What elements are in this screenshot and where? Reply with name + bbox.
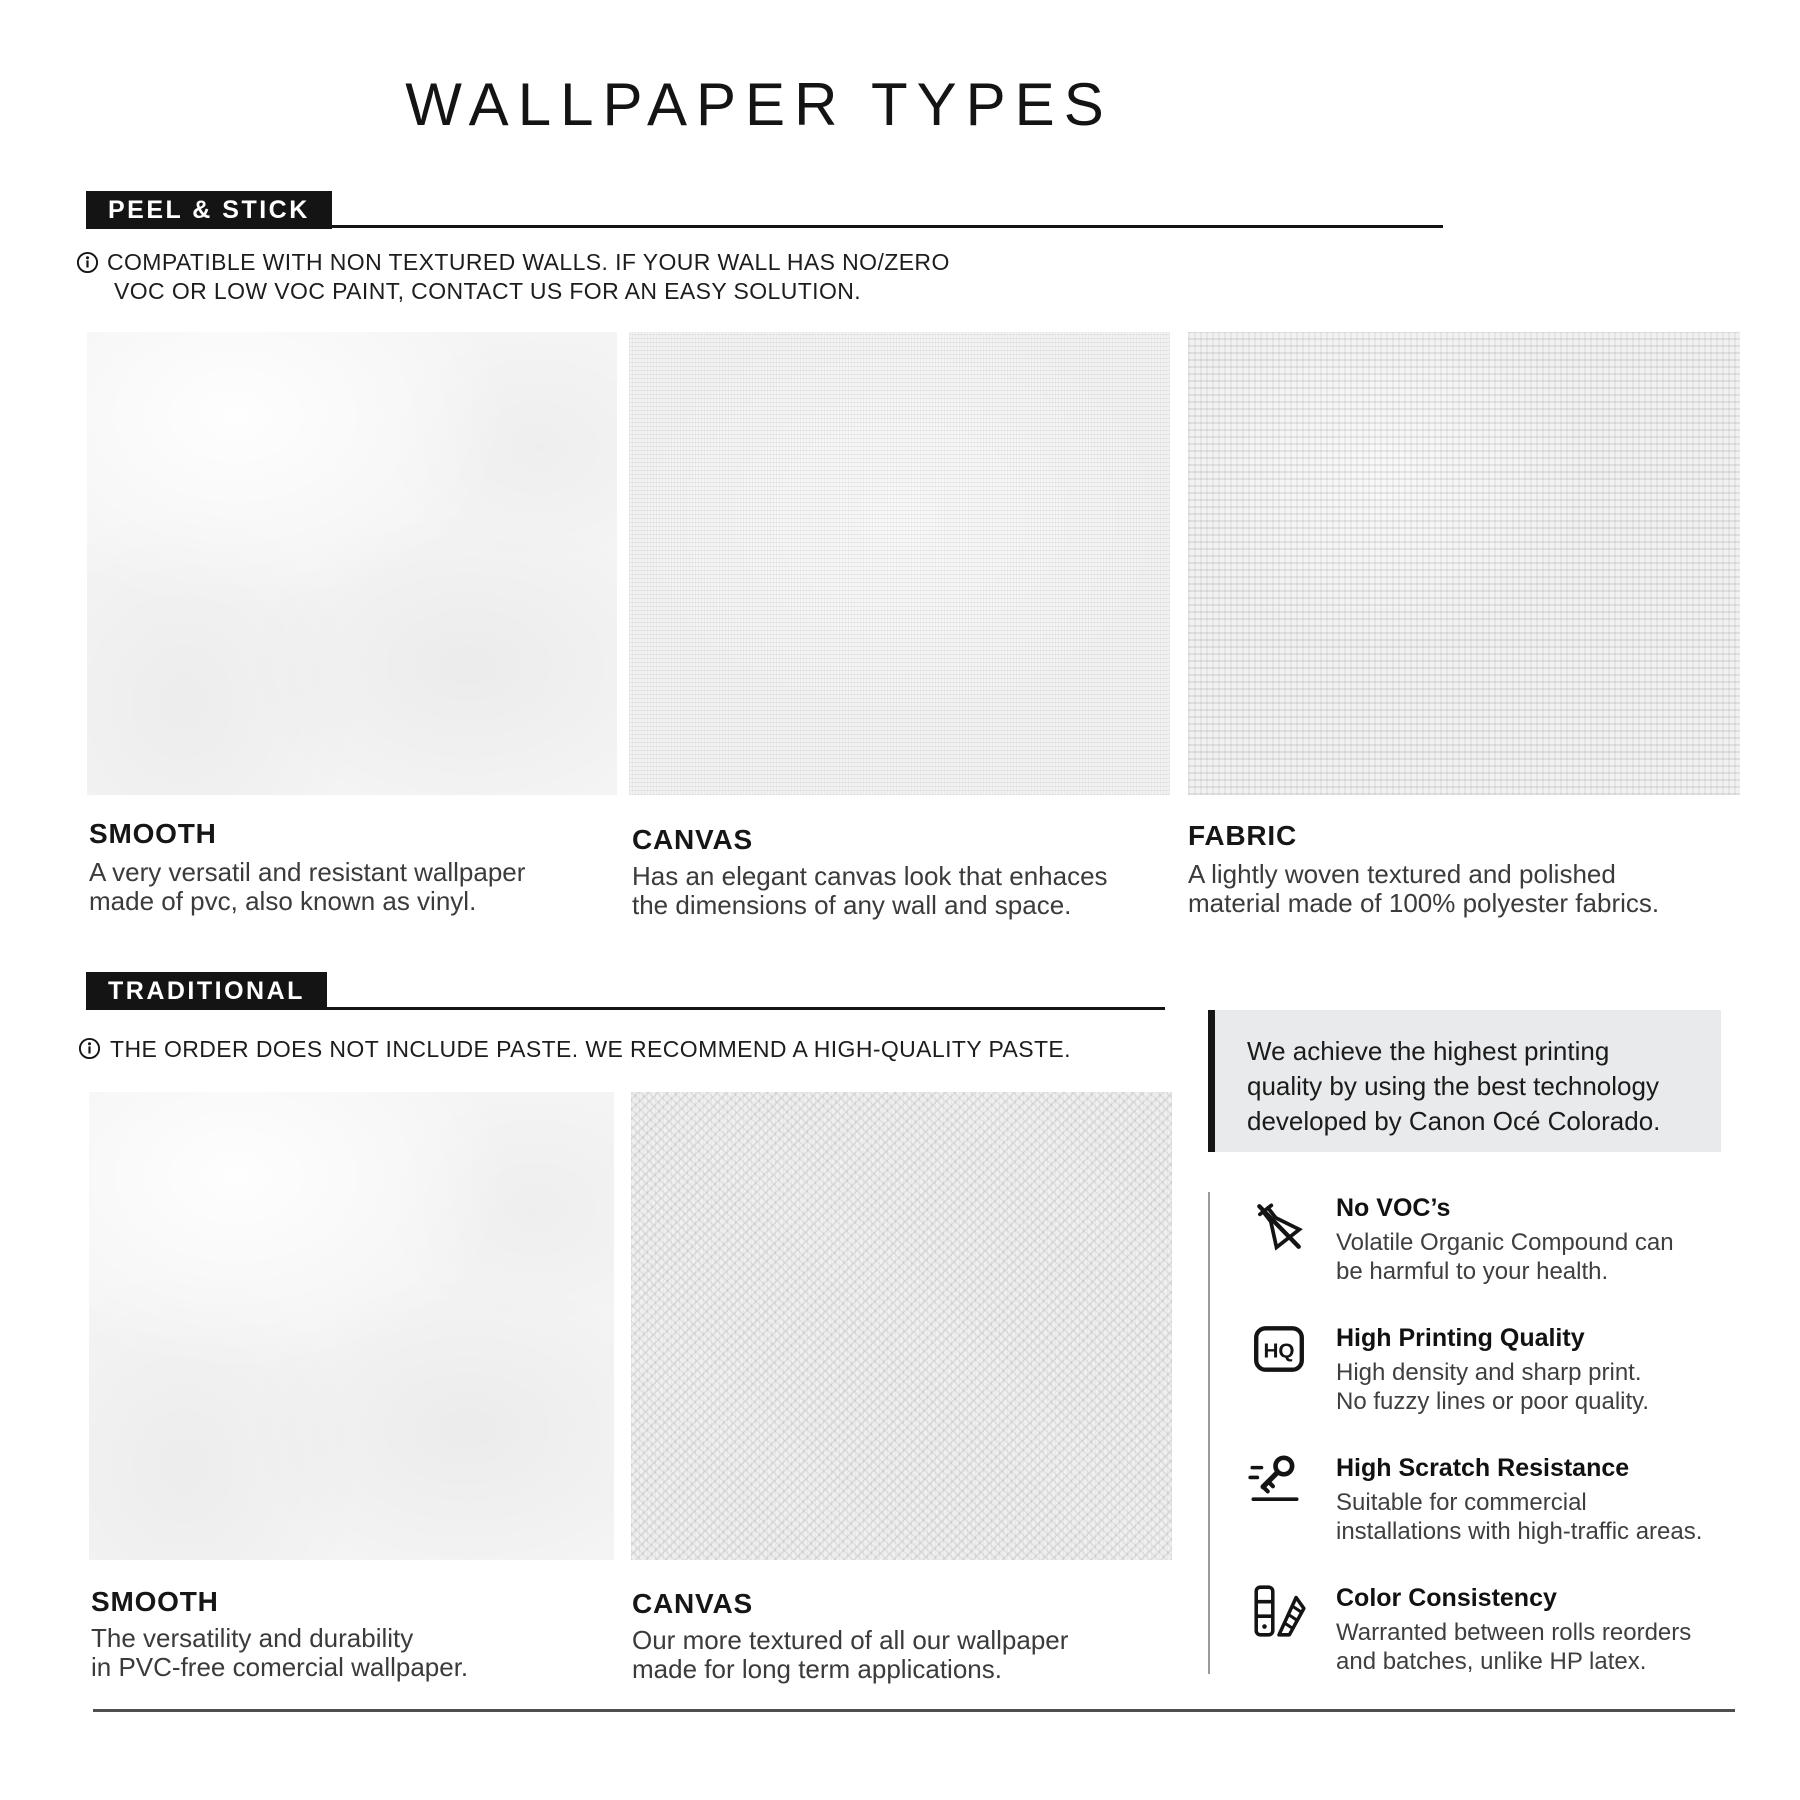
feature-printing-quality-desc bbox=[1336, 1358, 1649, 1416]
peel-fabric-desc bbox=[1188, 860, 1659, 918]
feature-color-consistency-title: Color Consistency bbox=[1336, 1584, 1557, 1612]
traditional-smooth-title: SMOOTH bbox=[91, 1586, 219, 1617]
peel-note-line2: VOC OR LOW VOC PAINT, CONTACT US FOR AN EASY SOLUTION. bbox=[114, 278, 862, 304]
info-icon bbox=[76, 251, 99, 274]
feature-printing-quality-title: High Printing Quality bbox=[1336, 1324, 1585, 1352]
feature-printing-quality-desc-line2: No fuzzy lines or poor quality. bbox=[1336, 1388, 1650, 1415]
peel-smooth-desc-line2: made of pvc, also known as vinyl. bbox=[89, 886, 477, 916]
printing-quality-note bbox=[1208, 1010, 1721, 1152]
feature-no-voc-title: No VOC’s bbox=[1336, 1194, 1451, 1222]
peel-note-line1: COMPATIBLE WITH NON TEXTURED WALLS. IF YOUR WALL HAS NO/ZERO bbox=[107, 249, 950, 275]
feature-no-voc-desc-line2: be harmful to your health. bbox=[1336, 1258, 1609, 1285]
feature-scratch-resistance-desc-line2: installations with high-traffic areas. bbox=[1336, 1518, 1703, 1545]
hq-badge-text: HQ bbox=[1263, 1339, 1295, 1363]
peel-smooth-desc-line1: A very versatil and resistant wallpaper bbox=[89, 857, 526, 887]
peel-stick-section-label: PEEL & STICK bbox=[86, 191, 332, 229]
peel-canvas-desc-line1: Has an elegant canvas look that enhaces bbox=[632, 861, 1108, 891]
peel-canvas-swatch-image bbox=[629, 332, 1170, 795]
quality-note-line3: developed by Canon Océ Colorado. bbox=[1247, 1106, 1661, 1136]
peel-fabric-desc-line2: material made of 100% polyester fabrics. bbox=[1188, 888, 1660, 918]
feature-scratch-resistance-title: High Scratch Resistance bbox=[1336, 1454, 1630, 1482]
feature-color-consistency-desc bbox=[1336, 1618, 1691, 1676]
key-icon bbox=[1246, 1450, 1304, 1508]
feature-list-rule bbox=[1208, 1192, 1210, 1674]
peel-canvas-desc-line2: the dimensions of any wall and space. bbox=[632, 890, 1072, 920]
color-swatches-icon bbox=[1250, 1582, 1308, 1640]
traditional-section-label: TRADITIONAL bbox=[86, 972, 327, 1010]
traditional-smooth-desc-line1: The versatility and durability bbox=[91, 1623, 414, 1653]
traditional-canvas-title: CANVAS bbox=[632, 1588, 753, 1619]
no-voc-flask-icon bbox=[1250, 1198, 1308, 1256]
peel-fabric-swatch-image bbox=[1188, 332, 1740, 795]
page-title: WALLPAPER TYPES bbox=[405, 71, 1113, 138]
traditional-canvas-desc-line1: Our more textured of all our wallpaper bbox=[632, 1625, 1069, 1655]
hq-badge-icon bbox=[1250, 1320, 1308, 1378]
traditional-smooth-desc bbox=[91, 1624, 468, 1682]
traditional-canvas-swatch-image bbox=[631, 1092, 1172, 1560]
peel-smooth-swatch-image bbox=[87, 332, 617, 795]
peel-smooth-title: SMOOTH bbox=[89, 818, 217, 849]
peel-fabric-title: FABRIC bbox=[1188, 820, 1298, 851]
peel-fabric-desc-line1: A lightly woven textured and polished bbox=[1188, 859, 1616, 889]
feature-scratch-resistance-desc bbox=[1336, 1488, 1702, 1546]
feature-scratch-resistance-desc-line1: Suitable for commercial bbox=[1336, 1489, 1587, 1516]
quality-note-line2: quality by using the best technology bbox=[1247, 1071, 1659, 1101]
feature-color-consistency-desc-line2: and batches, unlike HP latex. bbox=[1336, 1648, 1647, 1675]
bottom-rule bbox=[93, 1709, 1735, 1712]
peel-canvas-title: CANVAS bbox=[632, 824, 753, 855]
traditional-note: THE ORDER DOES NOT INCLUDE PASTE. WE RECOMMEND A HIGH-QUALITY PASTE. bbox=[110, 1036, 1071, 1062]
quality-note-line1: We achieve the highest printing bbox=[1247, 1036, 1610, 1066]
feature-no-voc-desc-line1: Volatile Organic Compound can bbox=[1336, 1229, 1674, 1256]
traditional-smooth-desc-line2: in PVC-free comercial wallpaper. bbox=[91, 1652, 469, 1682]
traditional-canvas-desc-line2: made for long term applications. bbox=[632, 1654, 1002, 1684]
traditional-canvas-desc bbox=[632, 1626, 1068, 1684]
feature-color-consistency-desc-line1: Warranted between rolls reorders bbox=[1336, 1619, 1692, 1646]
feature-no-voc-desc bbox=[1336, 1228, 1674, 1286]
peel-canvas-desc bbox=[632, 862, 1108, 920]
feature-printing-quality-desc-line1: High density and sharp print. bbox=[1336, 1359, 1642, 1386]
traditional-smooth-swatch-image bbox=[89, 1092, 614, 1560]
peel-smooth-desc bbox=[89, 858, 525, 916]
info-icon bbox=[78, 1037, 101, 1060]
